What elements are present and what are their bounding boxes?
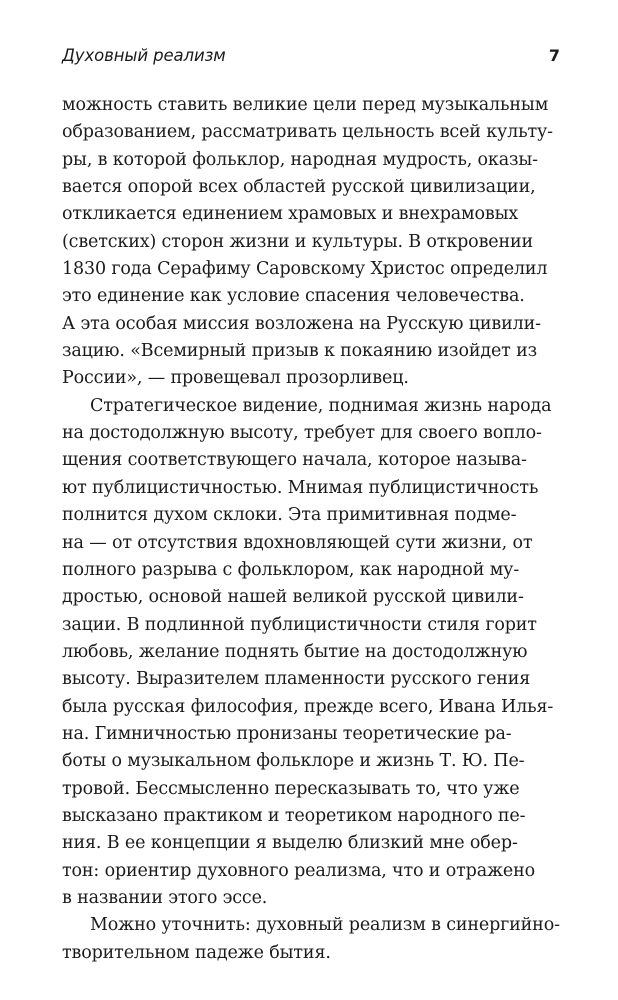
- text-line: полнится духом склоки. Эта примитивная подме-: [62, 505, 517, 526]
- paragraph-clarification: [62, 912, 560, 967]
- body-text: [62, 92, 560, 967]
- text-line: (светских) сторон жизни и культуры. В откровении: [62, 231, 534, 252]
- text-line: это единение как условие спасения человечества.: [62, 286, 525, 307]
- text-line: 1830 года Серафиму Саровскому Христос определил: [62, 259, 548, 280]
- running-title: Духовный реализм: [62, 46, 226, 65]
- text-line: Стратегическое видение, поднимая жизнь народа: [90, 395, 552, 416]
- text-line: можность ставить великие цели перед музыкальным: [62, 95, 549, 115]
- text-line: тровой. Бессмысленно пересказывать то, что уже: [62, 778, 520, 799]
- text-line: высказано практиком и теоретиком народного пе-: [62, 805, 526, 826]
- text-line: ют публицистичностью. Мнимая публицистичность: [62, 477, 539, 498]
- text-line: А эта особая миссия возложена на Русскую цивили-: [62, 313, 541, 334]
- text-line: ния. В ее концепции я выделю близкий мне обер-: [62, 833, 518, 854]
- text-line: образованием, рассматривать цельность всей культу-: [62, 122, 553, 143]
- paragraph-strategic-vision: [62, 393, 560, 913]
- text-line: зации. В подлинной публицистичности стиля горит: [62, 614, 537, 635]
- text-line: щения соответствующего начала, которое называ-: [62, 450, 527, 471]
- text-line: высоту. Выразителем пламенности русского гения: [62, 669, 531, 690]
- text-line: России», — провещевал прозорливец.: [62, 368, 409, 389]
- text-line: на достодолжную высоту, требует для своего вопло-: [62, 423, 542, 444]
- text-line: была русская философия, прежде всего, Ивана Илья-: [62, 696, 554, 717]
- text-line: зацию. «Всемирный призыв к покаянию изойдет из: [62, 341, 538, 362]
- text-line: Можно уточнить: духовный реализм в синергийно-: [90, 915, 560, 936]
- text-line: любовь, желание поднять бытие на достодолжную: [62, 641, 528, 662]
- text-line: творительном падеже бытия.: [62, 942, 331, 963]
- text-line: ры, в которой фольклор, народная мудрость, оказы-: [62, 149, 538, 170]
- text-line: откликается единением храмовых и внехрамовых: [62, 204, 519, 225]
- text-line: в названии этого эссе.: [62, 887, 268, 908]
- text-line: тон: ориентир духовного реализма, что и отражено: [62, 860, 536, 881]
- text-line: вается опорой всех областей русской цивилизации,: [62, 177, 536, 198]
- text-line: боты о музыкальном фольклоре и жизнь Т. Ю. Пе-: [62, 751, 525, 772]
- text-line: полного разрыва с фольклором, как народной му-: [62, 559, 520, 580]
- running-header: [62, 46, 560, 68]
- text-line: дростью, основой нашей великой русской цивили-: [62, 587, 524, 608]
- page-number: 7: [548, 46, 560, 65]
- paragraph-continued: [62, 92, 560, 393]
- text-line: на — от отсутствия вдохновляющей сути жизни, от: [62, 532, 533, 553]
- text-line: на. Гимничностью пронизаны теоретические ра-: [62, 723, 512, 744]
